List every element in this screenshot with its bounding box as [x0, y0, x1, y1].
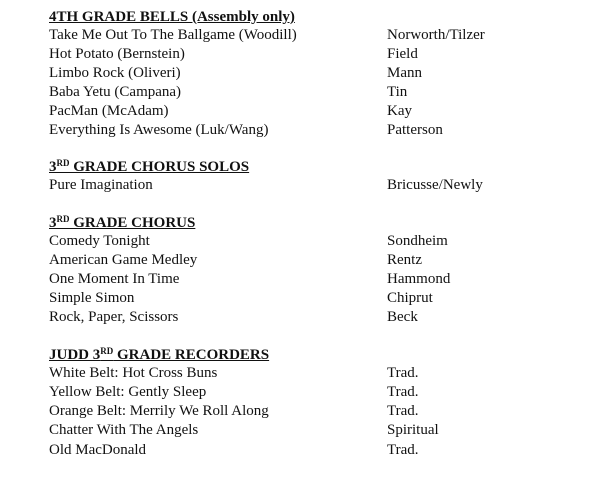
- section-4th-grade-bells: [49, 8, 569, 140]
- song-title: Chatter With The Angels: [49, 422, 199, 438]
- song-title: White Belt: Hot Cross Buns: [49, 365, 218, 381]
- song-title: Rock, Paper, Scissors: [49, 309, 179, 325]
- list-item: [49, 402, 569, 421]
- composer-name: Rentz: [387, 252, 422, 268]
- list-item: [49, 364, 569, 383]
- composer-name: Beck: [387, 309, 418, 325]
- composer-name: Spiritual: [387, 422, 439, 438]
- list-item: [49, 251, 569, 270]
- song-title: Hot Potato (Bernstein): [49, 46, 185, 62]
- section-3rd-grade-chorus: [49, 214, 569, 327]
- list-item: [49, 64, 569, 83]
- section-judd-3rd-grade-recorders: [49, 346, 569, 460]
- composer-name: Field: [387, 46, 418, 62]
- list-item: [49, 441, 569, 460]
- composer-name: Chiprut: [387, 290, 433, 306]
- composer-name: Sondheim: [387, 233, 448, 249]
- song-title: American Game Medley: [49, 252, 198, 268]
- song-title: One Moment In Time: [49, 271, 180, 287]
- composer-name: Trad.: [387, 442, 419, 458]
- section-heading: 3RD GRADE CHORUS SOLOS: [49, 158, 250, 175]
- list-item: [49, 232, 569, 251]
- composer-name: Trad.: [387, 384, 419, 400]
- composer-name: Norworth/Tilzer: [387, 27, 485, 43]
- song-title: Pure Imagination: [49, 177, 153, 193]
- list-item: [49, 83, 569, 102]
- list-item: [49, 45, 569, 64]
- song-title: Comedy Tonight: [49, 233, 150, 249]
- song-title: Simple Simon: [49, 290, 135, 306]
- composer-name: Patterson: [387, 122, 443, 138]
- song-title: Limbo Rock (Oliveri): [49, 65, 181, 81]
- song-title: Baba Yetu (Campana): [49, 84, 182, 100]
- composer-name: Kay: [387, 103, 412, 119]
- song-title: Everything Is Awesome (Luk/Wang): [49, 122, 269, 138]
- list-item: [49, 383, 569, 402]
- list-item: [49, 308, 569, 327]
- list-item: [49, 421, 569, 440]
- song-title: Take Me Out To The Ballgame (Woodill): [49, 27, 297, 43]
- composer-name: Mann: [387, 65, 422, 81]
- composer-name: Hammond: [387, 271, 451, 287]
- section-heading: 4TH GRADE BELLS (Assembly only): [49, 9, 295, 25]
- list-item: [49, 121, 569, 140]
- list-item: [49, 102, 569, 121]
- list-item: [49, 289, 569, 308]
- list-item: [49, 270, 569, 289]
- list-item: [49, 26, 569, 45]
- composer-name: Bricusse/Newly: [387, 177, 483, 193]
- section-heading: JUDD 3RD GRADE RECORDERS: [49, 346, 270, 363]
- song-title: Yellow Belt: Gently Sleep: [49, 384, 207, 400]
- composer-name: Trad.: [387, 403, 419, 419]
- song-title: PacMan (McAdam): [49, 103, 169, 119]
- list-item: [49, 176, 569, 195]
- section-heading: 3RD GRADE CHORUS: [49, 214, 196, 231]
- section-3rd-grade-chorus-solos: [49, 158, 569, 195]
- composer-name: Trad.: [387, 365, 419, 381]
- song-title: Orange Belt: Merrily We Roll Along: [49, 403, 269, 419]
- song-title: Old MacDonald: [49, 442, 147, 458]
- composer-name: Tin: [387, 84, 408, 100]
